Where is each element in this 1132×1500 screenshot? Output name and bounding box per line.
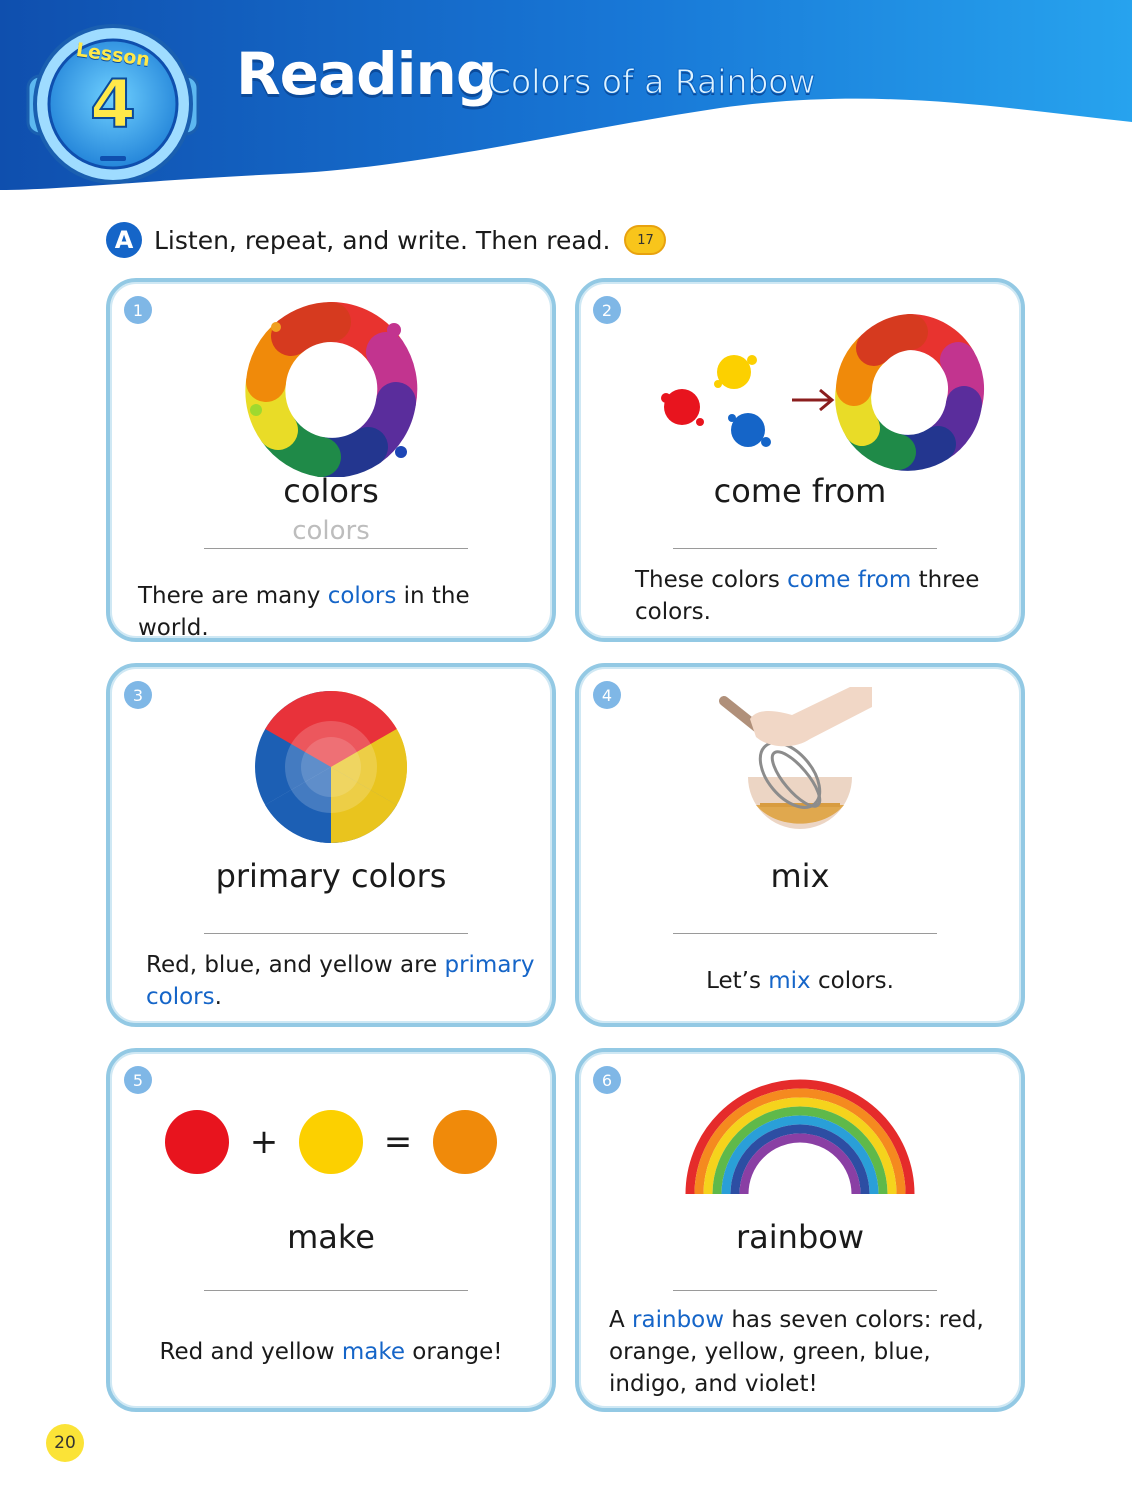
vocab-card-primary-colors — [106, 663, 556, 1027]
example-sentence: There are many colors in the world. — [138, 583, 470, 641]
audio-track-badge[interactable]: 17 — [624, 225, 666, 255]
rainbow-image — [579, 1076, 1021, 1196]
vocab-word: primary colors — [215, 857, 447, 895]
primary-color-wheel-image — [110, 687, 552, 847]
example-sentence: Red and yellow make orange! — [159, 1339, 503, 1365]
red-dot — [165, 1110, 229, 1174]
card-number: 1 — [124, 296, 152, 324]
highlighted-word: rainbow — [632, 1307, 725, 1333]
highlighted-word: make — [341, 1339, 405, 1365]
vocab-word: come from — [713, 472, 887, 510]
vocab-card-make — [106, 1048, 556, 1412]
trace-word: colors — [292, 516, 370, 546]
color-equation-image — [110, 1110, 552, 1174]
example-sentence: These colors come from three colors. — [635, 567, 980, 625]
color-splash-ring-image — [110, 302, 552, 477]
highlighted-word: colors — [327, 583, 397, 609]
writing-line[interactable] — [204, 1290, 468, 1291]
writing-line[interactable] — [204, 933, 468, 934]
example-sentence: Let’s mix colors. — [706, 968, 894, 994]
equals-sign: = — [383, 1122, 413, 1162]
page-subtitle: Colors of a Rainbow — [488, 62, 816, 101]
writing-line[interactable] — [673, 933, 937, 934]
highlighted-word: come from — [787, 567, 912, 593]
highlighted-word: mix — [768, 968, 811, 994]
writing-line[interactable] — [204, 548, 468, 549]
vocab-card-mix — [575, 663, 1025, 1027]
lesson-number: 4 — [90, 66, 136, 143]
example-sentence: A rainbow has seven colors: red, orange, yellow, green, blue, indigo, and violet! — [609, 1307, 984, 1397]
instruction-text: Listen, repeat, and write. Then read. — [154, 225, 611, 255]
lesson-badge — [22, 14, 204, 194]
orange-dot — [433, 1110, 497, 1174]
lesson-label: Lesson — [74, 38, 152, 72]
instruction-letter: A — [106, 222, 142, 258]
vocab-card-colors — [106, 278, 556, 642]
splashes-to-color-ring-image — [579, 302, 1021, 477]
writing-line[interactable] — [673, 1290, 937, 1291]
page-header — [0, 0, 1132, 200]
instruction-row — [106, 222, 666, 258]
highlighted-word: primary colors — [146, 952, 535, 1010]
plus-sign: + — [249, 1122, 279, 1162]
vocab-word: colors — [283, 472, 379, 510]
yellow-dot — [299, 1110, 363, 1174]
vocab-card-rainbow — [575, 1048, 1025, 1412]
vocab-word: mix — [770, 857, 830, 895]
card-number: 2 — [593, 296, 621, 324]
page-title: Reading — [236, 40, 497, 108]
vocab-card-come-from — [575, 278, 1025, 642]
card-number: 3 — [124, 681, 152, 709]
vocab-word: make — [287, 1218, 375, 1256]
page-number: 20 — [46, 1424, 84, 1462]
writing-line[interactable] — [673, 548, 937, 549]
card-number: 6 — [593, 1066, 621, 1094]
vocab-word: rainbow — [736, 1218, 864, 1256]
whisk-and-bowl-image — [579, 687, 1021, 847]
example-sentence: Red, blue, and yellow are primary colors. — [146, 952, 535, 1010]
card-number: 5 — [124, 1066, 152, 1094]
card-number: 4 — [593, 681, 621, 709]
